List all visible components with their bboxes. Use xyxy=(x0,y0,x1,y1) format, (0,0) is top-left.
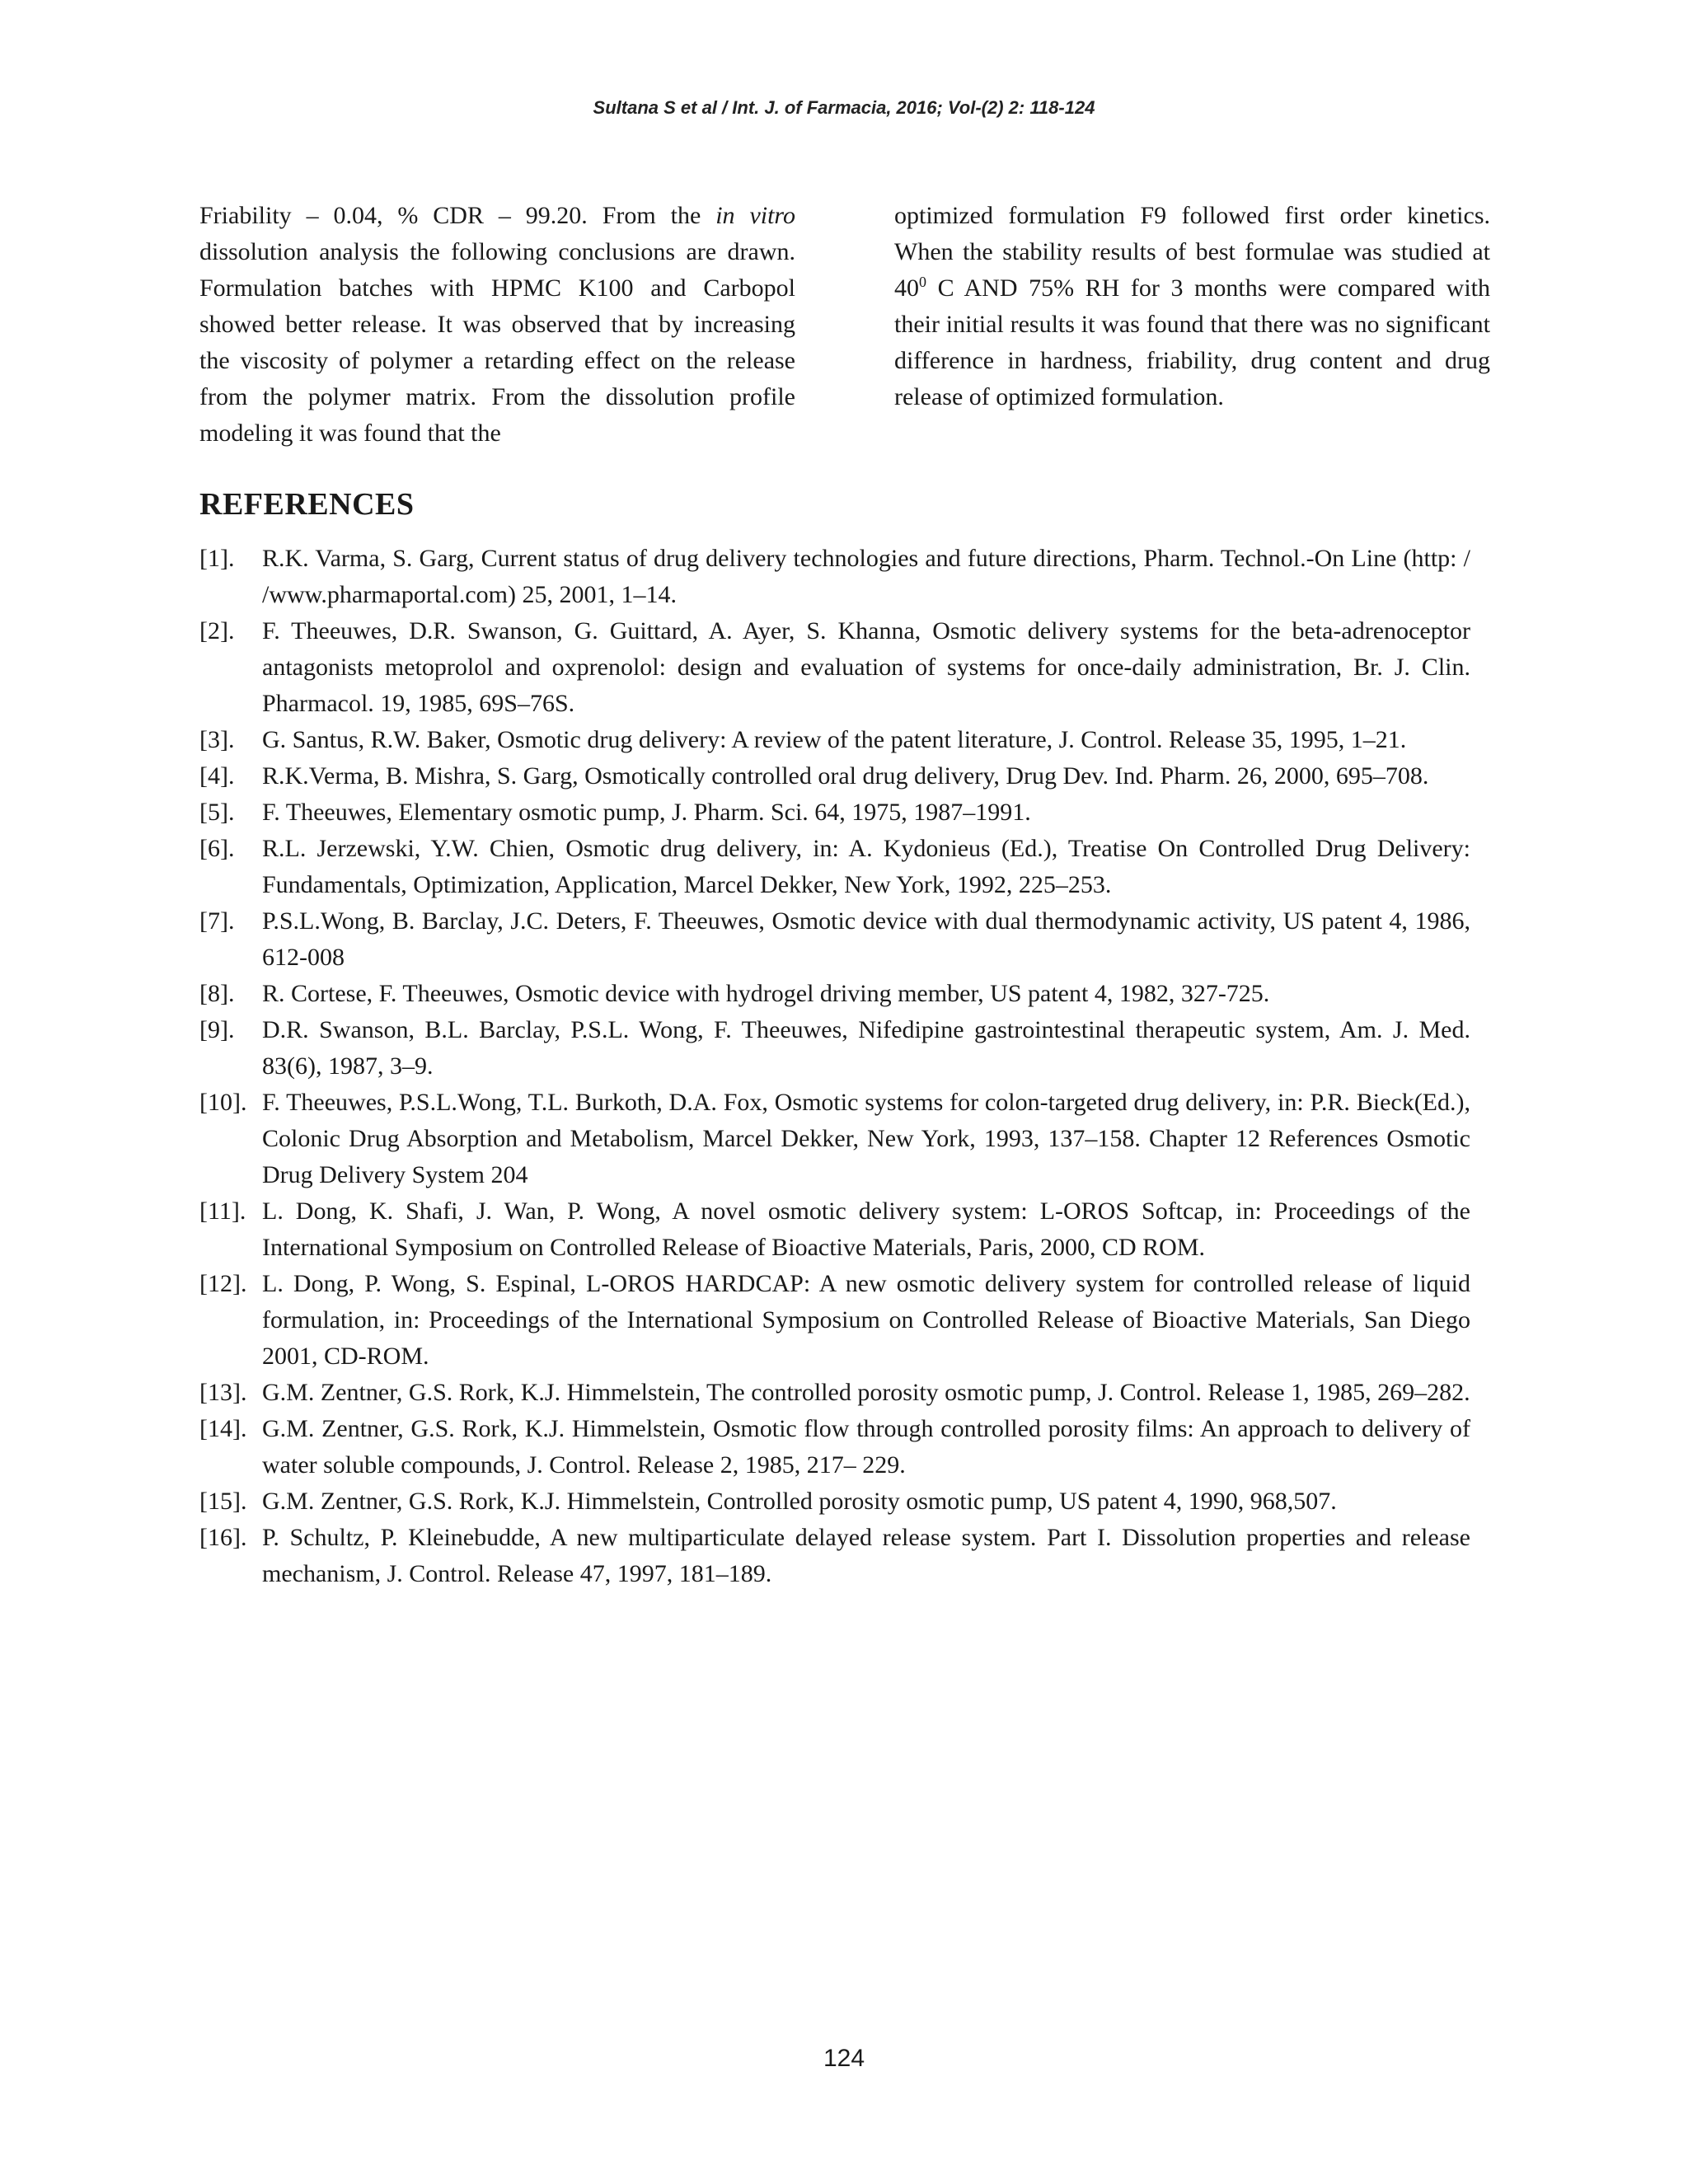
reference-number: [1]. xyxy=(199,545,235,572)
reference-number: [12]. xyxy=(199,1270,247,1297)
reference-number: [15]. xyxy=(199,1488,247,1515)
reference-text: G.M. Zentner, G.S. Rork, K.J. Himmelstein, The controlled porosity osmotic pump, J. Control. Release 1, 1985, 269–282. xyxy=(262,1379,1470,1406)
reference-number: [14]. xyxy=(199,1415,247,1442)
body-text-right-column xyxy=(894,198,1490,415)
reference-item xyxy=(199,1266,1470,1375)
reference-item xyxy=(199,758,1470,794)
reference-item xyxy=(199,794,1470,831)
reference-text: P.S.L.Wong, B. Barclay, J.C. Deters, F. Theeuwes, Osmotic device with dual thermodynamic activity, US patent 4, 1986, 612-008 xyxy=(262,907,1470,971)
reference-number: [9]. xyxy=(199,1016,235,1043)
references-list xyxy=(199,541,1470,1592)
right-column-text-end: C AND 75% RH for 3 months were compared with their initial results it was found that there was no significant difference in hardness, friability, drug content and drug release of optimized formulation. xyxy=(894,274,1490,410)
reference-number: [7]. xyxy=(199,907,235,935)
in-vitro-italic: in vitro xyxy=(715,202,795,229)
reference-item xyxy=(199,1085,1470,1193)
reference-text: R. Cortese, F. Theeuwes, Osmotic device with hydrogel driving member, US patent 4, 1982, 327-725. xyxy=(262,980,1270,1007)
reference-item xyxy=(199,1483,1470,1520)
reference-item xyxy=(199,1012,1470,1085)
reference-number: [16]. xyxy=(199,1524,247,1551)
right-column-text-start: optimized formulation F9 followed first order kinetics. When the stability results of best formulae was studied at 40 xyxy=(894,202,1490,302)
reference-item xyxy=(199,1193,1470,1266)
references-heading: REFERENCES xyxy=(199,487,415,522)
reference-number: [10]. xyxy=(199,1089,247,1116)
reference-text: R.L. Jerzewski, Y.W. Chien, Osmotic drug delivery, in: A. Kydonieus (Ed.), Treatise On Controlled Drug Delivery: Fundamentals, Optimization, Application, Marcel Dekker, New York, 1992, 225–253. xyxy=(262,835,1470,898)
reference-item xyxy=(199,976,1470,1012)
reference-number: [4]. xyxy=(199,762,235,790)
reference-number: [6]. xyxy=(199,835,235,862)
reference-number: [11]. xyxy=(199,1197,246,1225)
reference-item xyxy=(199,722,1470,758)
reference-item xyxy=(199,1411,1470,1483)
reference-item xyxy=(199,903,1470,976)
reference-text: F. Theeuwes, D.R. Swanson, G. Guittard, A. Ayer, S. Khanna, Osmotic delivery systems for the beta-adrenoceptor antagonists metoprolol and oxprenolol: design and evaluation of systems for once-daily administration, Br. J. Clin. Pharmacol. 19, 1985, 69S–76S. xyxy=(262,617,1470,717)
left-column-text-start: Friability – 0.04, % CDR – 99.20. From the xyxy=(199,202,716,229)
reference-text: D.R. Swanson, B.L. Barclay, P.S.L. Wong, F. Theeuwes, Nifedipine gastrointestinal therapeutic system, Am. J. Med. 83(6), 1987, 3–9. xyxy=(262,1016,1470,1080)
reference-item xyxy=(199,831,1470,903)
reference-item xyxy=(199,1520,1470,1592)
reference-text: P. Schultz, P. Kleinebudde, A new multiparticulate delayed release system. Part I. Dissolution properties and release mechanism, J. Control. Release 47, 1997, 181–189. xyxy=(262,1524,1470,1587)
page-number: 124 xyxy=(823,2045,865,2072)
reference-item xyxy=(199,1375,1470,1411)
reference-number: [13]. xyxy=(199,1379,247,1406)
reference-item xyxy=(199,613,1470,722)
reference-number: [5]. xyxy=(199,799,235,826)
reference-number: [8]. xyxy=(199,980,235,1007)
body-text-left-column xyxy=(199,198,795,452)
reference-number: [2]. xyxy=(199,617,235,644)
reference-text: L. Dong, K. Shafi, J. Wan, P. Wong, A novel osmotic delivery system: L-OROS Softcap, in: Proceedings of the International Symposium on Controlled Release of Bioactive Materials, Paris, 2000, CD ROM. xyxy=(262,1197,1470,1261)
reference-text: R.K. Varma, S. Garg, Current status of drug delivery technologies and future directions, Pharm. Technol.-On Line (http: / /www.pharmaportal.com) 25, 2001, 1–14. xyxy=(262,545,1470,608)
degree-superscript: 0 xyxy=(919,274,926,290)
reference-item xyxy=(199,541,1470,613)
reference-text: L. Dong, P. Wong, S. Espinal, L-OROS HARDCAP: A new osmotic delivery system for controlled release of liquid formulation, in: Proceedings of the International Symposium on Controlled Release of Bioactive Materials, San Diego 2001, CD-ROM. xyxy=(262,1270,1470,1370)
reference-number: [3]. xyxy=(199,726,235,753)
reference-text: F. Theeuwes, Elementary osmotic pump, J. Pharm. Sci. 64, 1975, 1987–1991. xyxy=(262,799,1031,826)
running-head: Sultana S et al / Int. J. of Farmacia, 2016; Vol-(2) 2: 118-124 xyxy=(593,97,1095,118)
reference-text: R.K.Verma, B. Mishra, S. Garg, Osmotically controlled oral drug delivery, Drug Dev. Ind. Pharm. 26, 2000, 695–708. xyxy=(262,762,1429,790)
reference-text: G.M. Zentner, G.S. Rork, K.J. Himmelstein, Osmotic flow through controlled porosity films: An approach to delivery of water soluble compounds, J. Control. Release 2, 1985, 217– 229. xyxy=(262,1415,1470,1479)
reference-text: G.M. Zentner, G.S. Rork, K.J. Himmelstein, Controlled porosity osmotic pump, US patent 4, 1990, 968,507. xyxy=(262,1488,1337,1515)
left-column-text-end: dissolution analysis the following conclusions are drawn. Formulation batches with HPMC K100 and Carbopol showed better release. It was observed that by increasing the viscosity of polymer a retarding effect on the release from the polymer matrix. From the dissolution profile modeling it was found that the xyxy=(199,238,795,447)
reference-text: F. Theeuwes, P.S.L.Wong, T.L. Burkoth, D.A. Fox, Osmotic systems for colon-targeted drug delivery, in: P.R. Bieck(Ed.), Colonic Drug Absorption and Metabolism, Marcel Dekker, New York, 1993, 137–158. Chapter 12 References Osmotic Drug Delivery System 204 xyxy=(262,1089,1470,1188)
reference-text: G. Santus, R.W. Baker, Osmotic drug delivery: A review of the patent literature, J. Control. Release 35, 1995, 1–21. xyxy=(262,726,1407,753)
